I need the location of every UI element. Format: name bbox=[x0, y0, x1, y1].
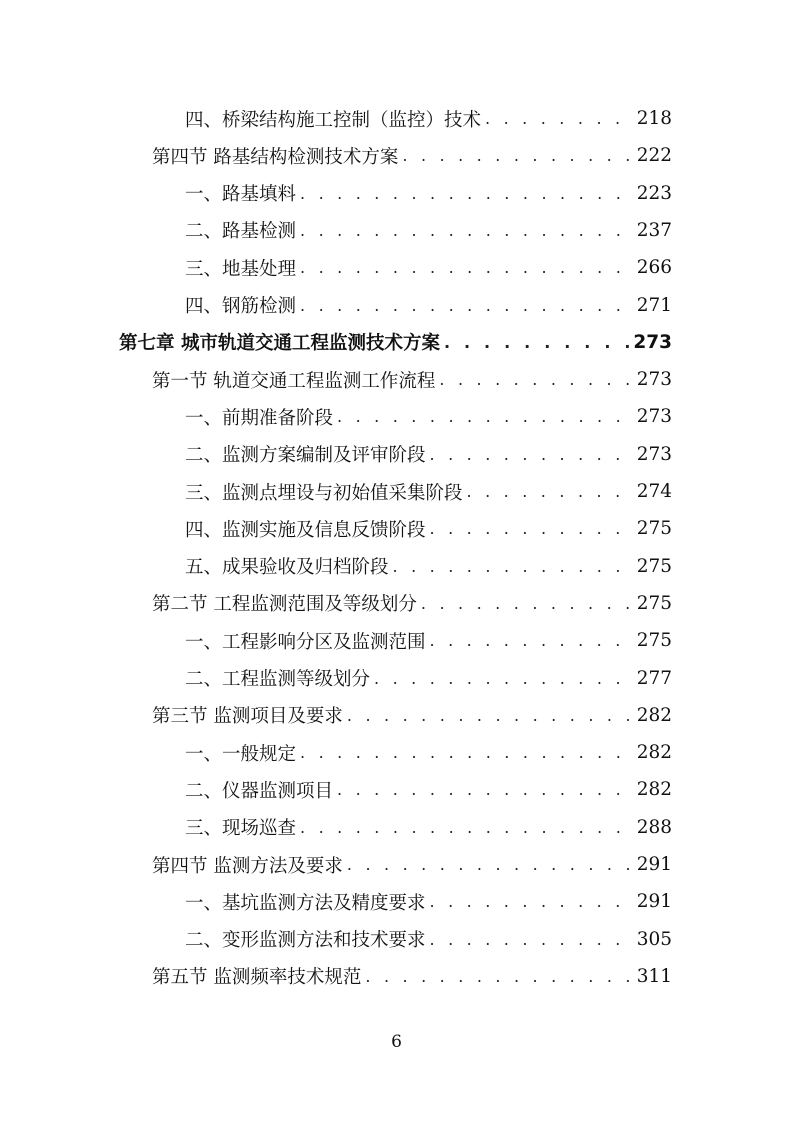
dot-leader bbox=[430, 892, 633, 911]
toc-entry-line bbox=[152, 137, 672, 174]
toc-entry-line bbox=[185, 883, 672, 920]
dot-leader bbox=[300, 818, 633, 837]
toc-entry[interactable] bbox=[0, 100, 793, 137]
dot-leader bbox=[347, 855, 633, 874]
dot-leader bbox=[444, 333, 629, 352]
toc-entry-line bbox=[185, 660, 672, 697]
toc-entry-title: 三、地基处理 bbox=[185, 258, 297, 280]
toc-entry-line bbox=[185, 175, 672, 212]
toc-entry-page: 282 bbox=[636, 779, 672, 801]
toc-entry-title: 第二节 工程监测范围及等级划分 bbox=[152, 594, 417, 616]
toc-entry-page: 275 bbox=[636, 592, 672, 614]
toc-entry-title: 二、工程监测等级划分 bbox=[185, 669, 371, 690]
toc-entry-line bbox=[185, 398, 672, 435]
dot-leader bbox=[300, 743, 633, 762]
toc-entry-line bbox=[185, 771, 672, 808]
toc-entry-page: 288 bbox=[636, 816, 672, 838]
toc-entry-line bbox=[185, 212, 672, 249]
toc-entry[interactable] bbox=[0, 921, 793, 958]
dot-leader bbox=[300, 184, 633, 203]
toc-entry-line bbox=[185, 100, 672, 137]
page-number: 6 bbox=[391, 1032, 402, 1052]
dot-leader bbox=[393, 557, 633, 576]
dot-leader bbox=[347, 706, 633, 725]
dot-leader bbox=[374, 669, 633, 688]
toc-entry-title: 四、钢筋检测 bbox=[185, 296, 297, 317]
dot-leader bbox=[365, 967, 632, 986]
toc-entry-line bbox=[185, 436, 672, 473]
dot-leader bbox=[300, 296, 633, 315]
dot-leader bbox=[300, 221, 633, 240]
toc-entry-line bbox=[185, 473, 672, 510]
toc-entry-title: 第七章 城市轨道交通工程监测技术方案 bbox=[119, 333, 440, 355]
toc-entry-title: 四、桥梁结构施工控制（监控）技术 bbox=[185, 109, 482, 131]
toc-entry[interactable] bbox=[0, 175, 793, 212]
toc-entry-line bbox=[152, 846, 672, 883]
dot-leader bbox=[439, 370, 632, 389]
toc-entry[interactable] bbox=[0, 697, 793, 734]
toc-entry-line bbox=[152, 585, 672, 622]
toc-entry-line bbox=[185, 921, 672, 958]
dot-leader bbox=[337, 407, 633, 426]
dot-leader bbox=[430, 930, 633, 949]
toc-entry-page: 274 bbox=[636, 481, 672, 502]
toc-entry-title: 第一节 轨道交通工程监测工作流程 bbox=[152, 370, 436, 392]
toc-entry-line bbox=[185, 809, 672, 846]
toc-entry-title: 一、前期准备阶段 bbox=[185, 407, 334, 429]
toc-entry-page: 277 bbox=[636, 667, 672, 689]
dot-leader bbox=[485, 109, 633, 128]
toc-entry-line bbox=[152, 958, 672, 995]
toc-entry-title: 一、路基填料 bbox=[185, 184, 297, 206]
toc-entry-title: 二、监测方案编制及评审阶段 bbox=[185, 445, 426, 467]
toc-entry-title: 三、现场巡查 bbox=[185, 818, 297, 840]
toc-entry[interactable] bbox=[0, 883, 793, 920]
toc-entry-line bbox=[185, 548, 672, 585]
toc-entry-title: 二、仪器监测项目 bbox=[185, 780, 334, 802]
toc-entry-title: 第四节 监测方法及要求 bbox=[152, 855, 343, 877]
toc-entry-line bbox=[185, 622, 672, 659]
dot-leader bbox=[300, 258, 633, 277]
toc-entry[interactable] bbox=[0, 473, 793, 510]
toc-entry-line bbox=[119, 324, 672, 361]
toc-entry-page: 305 bbox=[636, 928, 672, 950]
toc-entry-page: 273 bbox=[633, 331, 672, 353]
toc-entry-page: 273 bbox=[636, 443, 672, 465]
dot-leader bbox=[421, 594, 633, 613]
toc-entry-line bbox=[185, 287, 672, 324]
toc-entry[interactable] bbox=[0, 436, 793, 473]
dot-leader bbox=[430, 445, 633, 464]
toc-entry-page: 223 bbox=[636, 182, 672, 204]
dot-leader bbox=[402, 146, 632, 165]
dot-leader bbox=[430, 519, 633, 538]
toc-entry-page: 222 bbox=[636, 145, 672, 167]
toc-entry-page: 291 bbox=[636, 854, 672, 875]
toc-entry-page: 275 bbox=[636, 630, 672, 652]
toc-entry-page: 218 bbox=[636, 108, 672, 129]
toc-entry-page: 275 bbox=[636, 518, 672, 540]
toc-entry[interactable] bbox=[0, 585, 793, 622]
toc-entry-title: 二、变形监测方法和技术要求 bbox=[185, 930, 426, 952]
dot-leader bbox=[337, 780, 633, 799]
toc-entry-line bbox=[152, 361, 672, 398]
toc-entry-line bbox=[185, 249, 672, 286]
toc-entry[interactable] bbox=[0, 846, 793, 883]
toc-entry[interactable] bbox=[0, 734, 793, 771]
toc-entry[interactable] bbox=[0, 212, 793, 249]
toc-entry[interactable] bbox=[0, 660, 793, 697]
toc-entry[interactable] bbox=[0, 510, 793, 547]
toc-entry[interactable] bbox=[0, 958, 793, 995]
toc-entry[interactable] bbox=[0, 622, 793, 659]
dot-leader bbox=[430, 631, 633, 650]
toc-entry[interactable] bbox=[0, 771, 793, 808]
toc-entry-page: 282 bbox=[636, 704, 672, 726]
toc-entry[interactable] bbox=[0, 809, 793, 846]
toc-entry[interactable] bbox=[0, 137, 793, 174]
toc-entry-page: 266 bbox=[636, 257, 672, 279]
toc-entry-page: 271 bbox=[636, 294, 672, 316]
toc-entry-title: 一、一般规定 bbox=[185, 743, 297, 765]
toc-entry-line bbox=[152, 697, 672, 734]
toc-entry-line bbox=[185, 510, 672, 547]
toc-entry[interactable] bbox=[0, 361, 793, 398]
toc-entry-title: 第四节 路基结构检测技术方案 bbox=[152, 146, 399, 168]
toc-entry-page: 273 bbox=[636, 406, 672, 428]
toc-entry[interactable] bbox=[0, 398, 793, 435]
dot-leader bbox=[467, 482, 633, 501]
toc-entry-line bbox=[185, 734, 672, 771]
toc-entry-page: 291 bbox=[636, 891, 672, 913]
toc-entry-title: 四、监测实施及信息反馈阶段 bbox=[185, 519, 426, 541]
toc-entry-page: 273 bbox=[636, 369, 672, 391]
toc-entry[interactable] bbox=[0, 249, 793, 286]
toc-entry-page: 275 bbox=[636, 555, 672, 577]
toc-entry-title: 第五节 监测频率技术规范 bbox=[152, 967, 362, 989]
toc-entry[interactable] bbox=[0, 548, 793, 585]
toc-entry-page: 282 bbox=[636, 742, 672, 764]
toc-entry[interactable] bbox=[0, 324, 793, 361]
toc-entry-title: 五、成果验收及归档阶段 bbox=[185, 557, 389, 579]
toc-entry-title: 一、工程影响分区及监测范围 bbox=[185, 631, 426, 653]
toc-entry-page: 237 bbox=[636, 219, 672, 241]
toc-entry[interactable] bbox=[0, 287, 793, 324]
toc-entry-title: 一、基坑监测方法及精度要求 bbox=[185, 892, 426, 914]
toc-entry-title: 三、监测点埋设与初始值采集阶段 bbox=[185, 482, 463, 504]
toc-entry-title: 第三节 监测项目及要求 bbox=[152, 706, 343, 728]
toc-entry-title: 二、路基检测 bbox=[185, 221, 297, 243]
toc-entry-page: 311 bbox=[636, 965, 672, 987]
